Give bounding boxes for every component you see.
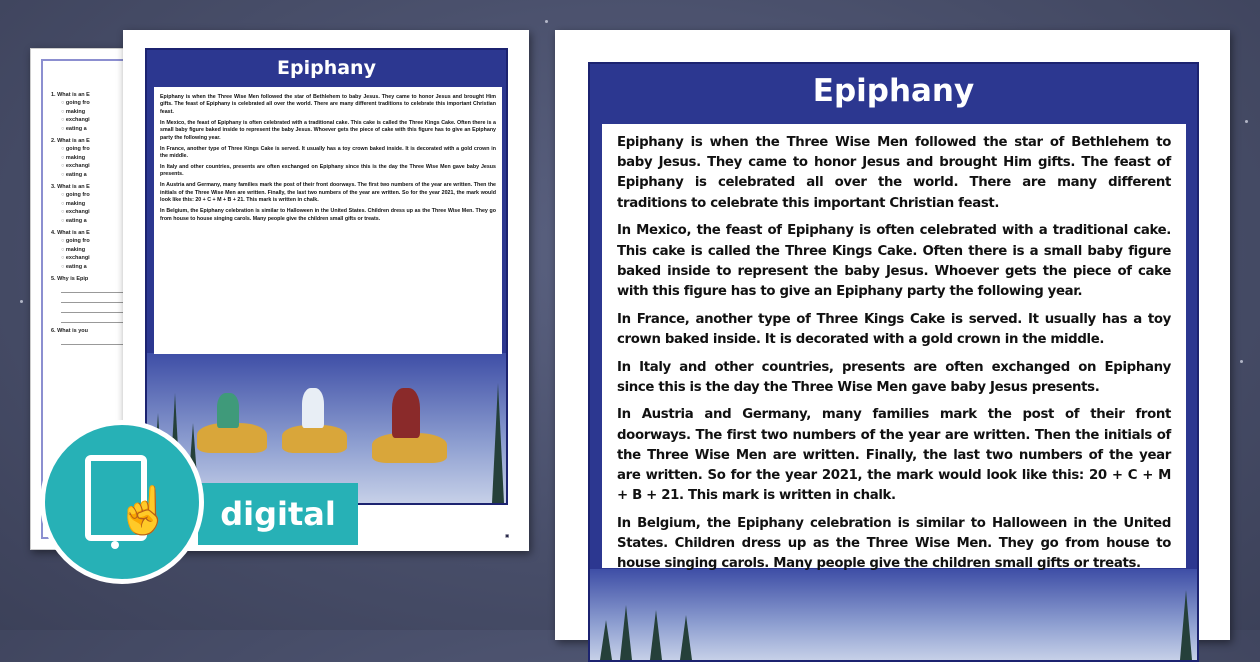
paragraph: In Italy and other countries, presents are often exchanged on Epiphany since this is the day the Three Wise Men gave baby Jesus presents. (160, 164, 496, 178)
answer-option[interactable]: ○ making (61, 154, 159, 163)
answer-option[interactable]: ○ exchangi (61, 254, 159, 263)
worksheet-preview-large (555, 30, 1230, 640)
worksheet-title: Epiphany (812, 73, 975, 109)
answer-option[interactable]: ○ going fro (61, 237, 159, 246)
worksheet-text (154, 87, 502, 354)
answer-option[interactable]: ○ exchangi (61, 162, 159, 171)
question-label: 1. What is an E (51, 92, 90, 98)
paragraph: In Austria and Germany, many families mark the post of their front doorways. The first two numbers of the year are written. Then the initials of the Three Wise Men are written. Finally, the last two numbers of the year are written. So for the year 2021, the mark would look like this: 20 + C + M + B + 21. This mark is written in chalk. (617, 407, 1171, 504)
answer-option[interactable]: ○ going fro (61, 145, 159, 154)
question-label: 3. What is an E (51, 184, 90, 190)
answer-option[interactable]: ○ eating a (61, 171, 159, 180)
paragraph: In Italy and other countries, presents are often exchanged on Epiphany since this is the day the Three Wise Men gave baby Jesus presents. (617, 359, 1171, 395)
paragraph: In Mexico, the feast of Epiphany is often celebrated with a traditional cake. This cake is called the Three Kings Cake. Often there is a small baby figure baked inside to represent the baby Jesus. Whoever gets the piece of cake with this figure has to give an Epiphany party the following year. (617, 223, 1171, 299)
question-label: 5. Why is Epip (51, 276, 89, 282)
tree (1180, 590, 1192, 660)
worksheet-title: Epiphany (277, 57, 376, 79)
answer-option[interactable]: ○ exchangi (61, 116, 159, 125)
paragraph: In Austria and Germany, many families mark the post of their front doorways. The first two numbers of the year are written. Then the initials of the Three Wise Men are written. Finally, the last two numbers of the year are written. So for the year 2021, the mark would look like this: 20 + C + M + B + 21. This mark is written in chalk. (160, 182, 496, 204)
rider (392, 388, 420, 438)
rider (217, 393, 239, 428)
paragraph: In Belgium, the Epiphany celebration is similar to Halloween in the United States. Children dress up as the Three Wise Men. They go from house to house singing carols. Many people give the children small gifts or treats. (160, 208, 496, 222)
answer-option[interactable]: ○ making (61, 108, 159, 117)
question-label: 4. What is an E (51, 230, 90, 236)
publisher-logo: ▣ (505, 533, 509, 538)
tree (600, 620, 612, 660)
tree (620, 605, 632, 660)
answer-option[interactable]: ○ eating a (61, 125, 159, 134)
tree (680, 615, 692, 660)
star (545, 20, 548, 23)
answer-option[interactable]: ○ eating a (61, 217, 159, 226)
paragraph: Epiphany is when the Three Wise Men followed the star of Bethlehem to baby Jesus. They came to honor Jesus and brought Him gifts. The feast of Epiphany is celebrated all over the world. There are many different traditions to celebrate this important Christian feast. (160, 94, 496, 115)
question-label: 2. What is an E (51, 138, 90, 144)
camel (282, 425, 347, 453)
answer-option[interactable]: ○ exchangi (61, 208, 159, 217)
answer-option[interactable]: ○ eating a (61, 263, 159, 272)
answer-option[interactable]: ○ making (61, 246, 159, 255)
star (20, 300, 23, 303)
paragraph: In Mexico, the feast of Epiphany is often celebrated with a traditional cake. This cake is called the Three Kings Cake. Often there is a small baby figure baked inside to represent the baby Jesus. Whoever gets the piece of cake with this figure has to give an Epiphany party the following year. (160, 119, 496, 141)
paragraph: In Belgium, the Epiphany celebration is similar to Halloween in the United States. Children dress up as the Three Wise Men. They go from house to house singing carols. Many people give the children small gifts or treats. (617, 515, 1171, 572)
paragraph: Epiphany is when the Three Wise Men followed the star of Bethlehem to baby Jesus. They came to honor Jesus and brought Him gifts. The feast of Epiphany is celebrated all over the world. There are many different traditions to celebrate this important Christian feast. (617, 135, 1171, 211)
paragraph: In France, another type of Three Kings Cake is served. It usually has a toy crown baked inside. It is decorated with a gold crown in the middle. (160, 145, 496, 160)
question-label: 6. What is you (51, 328, 88, 334)
tree (492, 383, 504, 503)
paragraph: In France, another type of Three Kings Cake is served. It usually has a toy crown baked inside. It is decorated with a gold crown in the middle. (617, 311, 1171, 347)
three-wise-men-illustration (590, 569, 1197, 660)
worksheet-text (602, 124, 1186, 572)
digital-label: digital (198, 483, 358, 545)
answer-option[interactable]: ○ going fro (61, 191, 159, 200)
pointing-hand-icon: ☝ (115, 484, 173, 536)
rider (302, 388, 324, 428)
star (1240, 360, 1243, 363)
answer-option[interactable]: ○ making (61, 200, 159, 209)
tree (650, 610, 662, 660)
star (1245, 120, 1248, 123)
worksheet-panel (588, 62, 1199, 662)
worksheet-panel (145, 48, 508, 505)
digital-badge-circle (40, 420, 204, 584)
answer-option[interactable]: ○ going fro (61, 99, 159, 108)
